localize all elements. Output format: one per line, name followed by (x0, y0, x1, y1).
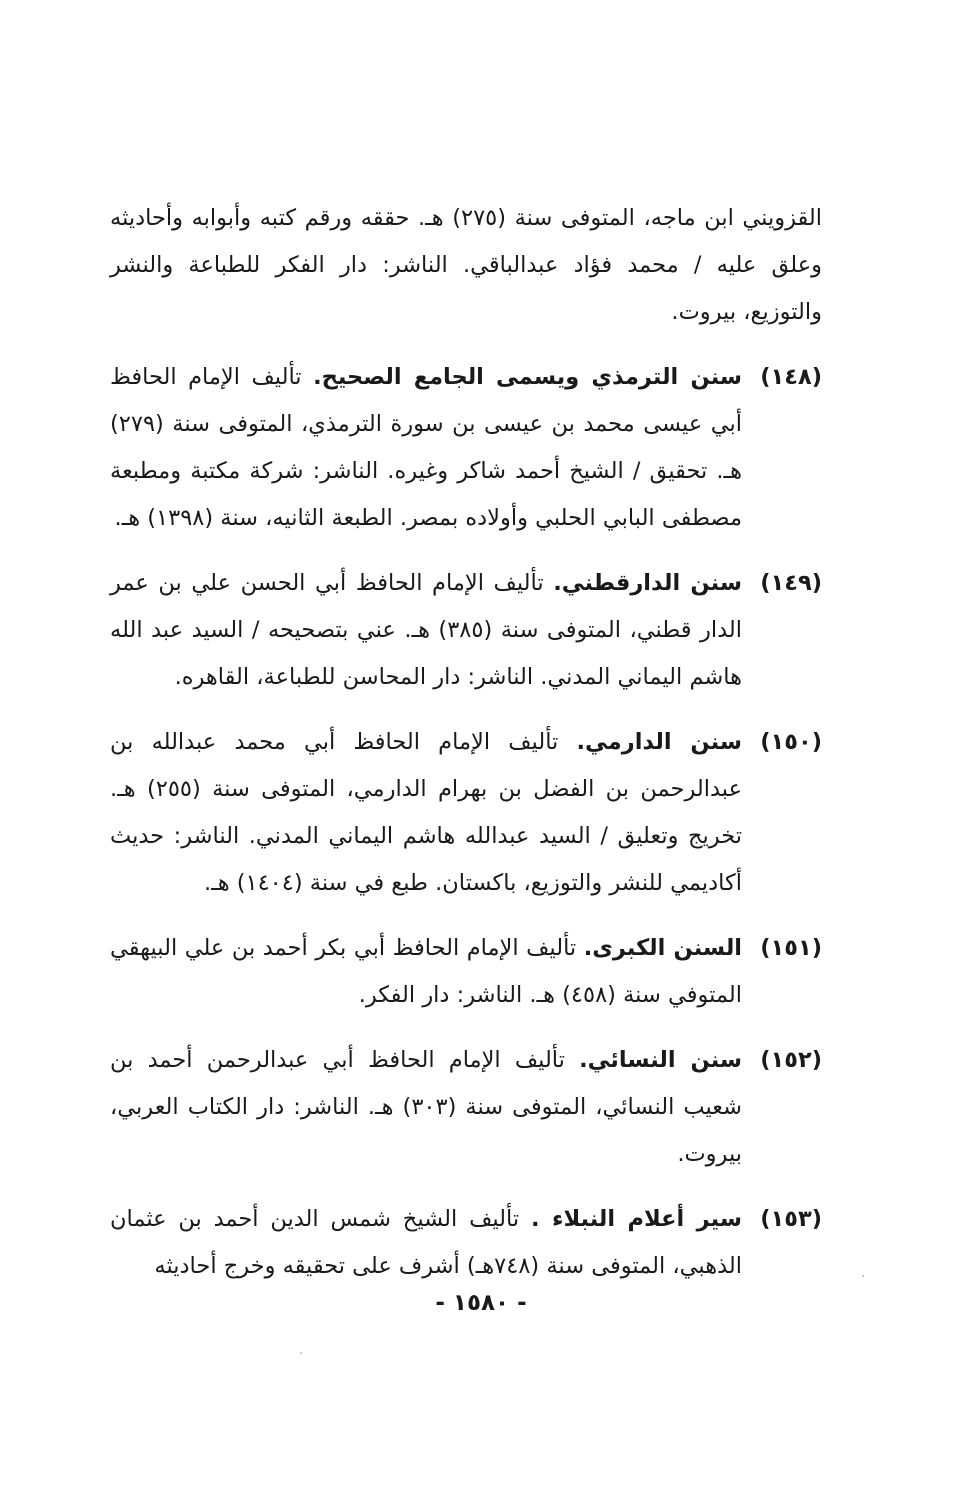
scan-speck (300, 1352, 302, 1354)
entry-body: تأليف الإمام الحافظ أبي محمد عبدالله بن عبدالرحمن بن الفضل بن بهرام الدارمي، المتوفى سنة (٢٥٥) هـ. تخريج وتعليق / السيد عبدالله هاشم اليماني المدني. الناشر: حديث أكاديمي للنشر والتوزيع، باكستان. طبع في سنة (١٤٠٤) هـ. (110, 729, 742, 896)
bibliography-entry-149 (110, 560, 822, 701)
bibliography-list (110, 195, 822, 1290)
entry-text (110, 354, 742, 542)
entry-title: سنن الدارقطني. (553, 570, 742, 596)
entry-title: سنن الدارمي. (576, 729, 742, 755)
entry-text (110, 719, 742, 907)
bibliography-entry-152 (110, 1037, 822, 1178)
entry-title: سير أعلام النبلاء . (530, 1206, 742, 1232)
entry-number: (١٥٣) (760, 1206, 822, 1232)
entry-title: السنن الكبرى. (583, 935, 742, 961)
entry-number: (١٤٨) (760, 364, 822, 390)
entry-body: تأليف الإمام الحافظ أبي عيسى محمد بن عيسى بن سورة الترمذي، المتوفى سنة (٢٧٩) هـ. تحقيق / الشيخ أحمد شاكر وغيره. الناشر: شركة مكتبة ومطبعة مصطفى البابي الحلبي وأولاده بمصر. الطبعة الثانيه، سنة (١٣٩٨) هـ. (110, 364, 742, 531)
continued-entry-text: القزويني ابن ماجه، المتوفى سنة (٢٧٥) هـ. حققه ورقم كتبه وأبوابه وأحاديثه وعلق عليه / محمد فؤاد عبدالباقي. الناشر: دار الفكر للطباعة والنشر والتوزيع، بيروت. (110, 205, 822, 325)
scan-speck (862, 1275, 864, 1277)
bibliography-entry-150 (110, 719, 822, 907)
entry-number: (١٥٠) (760, 729, 822, 755)
entry-text (110, 925, 742, 1019)
entry-body: تأليف الإمام الحافظ أبي بكر أحمد بن علي البيهقي المتوفي سنة (٤٥٨) هـ. الناشر: دار الفكر. (110, 935, 742, 1008)
entry-text (110, 560, 742, 701)
page-number: - ١٥٨٠ - (435, 1290, 527, 1316)
entry-number: (١٤٩) (760, 570, 822, 596)
entry-number: (١٥٢) (760, 1047, 822, 1073)
entry-body: تأليف الإمام الحافظ أبي الحسن علي بن عمر الدار قطني، المتوفى سنة (٣٨٥) هـ. عني بتصحيحه / السيد عبد الله هاشم اليماني المدني. الناشر: دار المحاسن للطباعة، القاهره. (110, 570, 742, 690)
entry-body: تأليف الإمام الحافظ أبي عبدالرحمن أحمد بن شعيب النسائي، المتوفى سنة (٣٠٣) هـ. الناشر: دار الكتاب العربي، بيروت. (110, 1047, 742, 1167)
entry-text (110, 1196, 742, 1290)
entry-number: (١٥١) (760, 935, 822, 961)
bibliography-entry-153 (110, 1196, 822, 1290)
entry-body: تأليف الشيخ شمس الدين أحمد بن عثمان الذهبي، المتوفى سنة (٧٤٨هـ) أشرف على تحقيقه وخرج أحاديثه (110, 1206, 742, 1279)
bibliography-entry-148 (110, 354, 822, 542)
entry-title: سنن النسائي. (579, 1047, 743, 1073)
entry-title: سنن الترمذي ويسمى الجامع الصحيح. (313, 364, 743, 390)
bibliography-entry-151 (110, 925, 822, 1019)
entry-text (110, 1037, 742, 1178)
